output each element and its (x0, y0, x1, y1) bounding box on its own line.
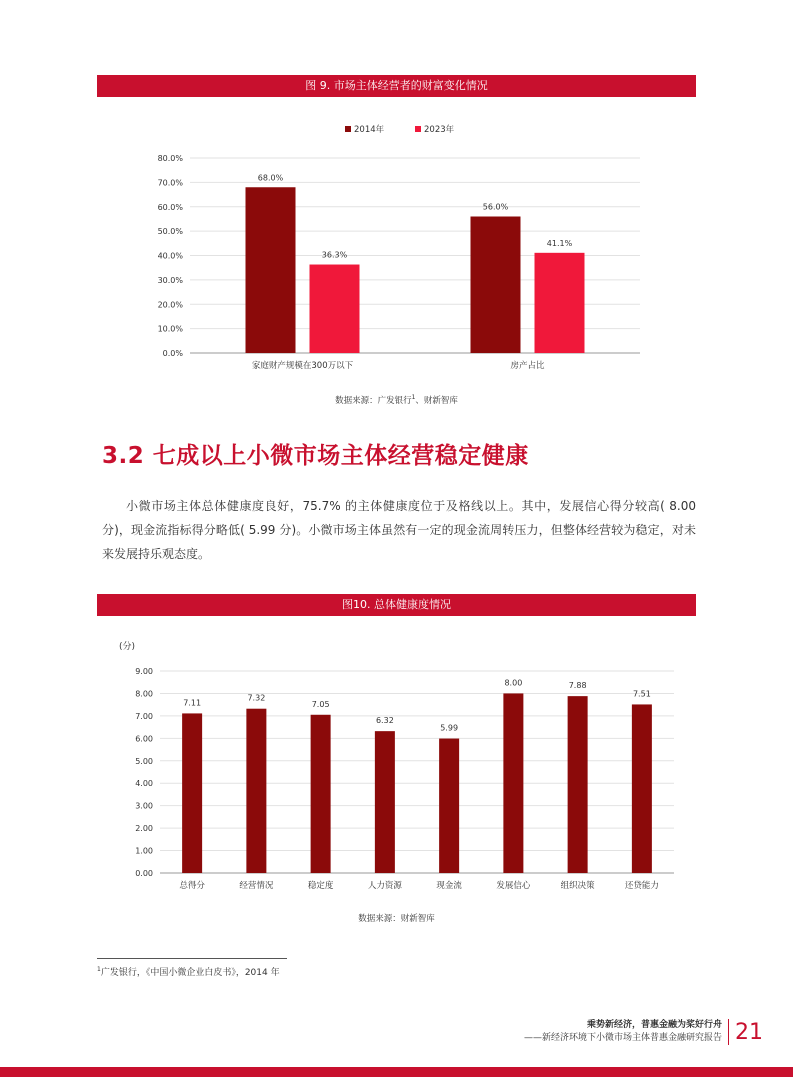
data-label: 7.05 (311, 699, 330, 709)
y-tick-label: 70.0% (157, 178, 183, 188)
y-tick-label: 30.0% (157, 275, 183, 285)
figure9-legend (345, 124, 455, 135)
footnote: $^1$广发银行，《中国小微企业白皮书》，2014 年 (97, 966, 280, 978)
y-tick-label: 20.0% (157, 300, 183, 310)
bar-现金流 (439, 739, 459, 873)
y-tick-label: 7.00 (135, 711, 153, 721)
figure10-y-label: (分) (119, 642, 136, 652)
bar-经营情况 (246, 709, 266, 873)
x-tick-label: 稳定度 (307, 881, 334, 891)
data-label: 7.51 (632, 689, 651, 699)
section-heading: 3.2 七成以上小微市场主体经营稳定健康 (102, 443, 529, 469)
footer-report-title: ——新经济环境下小微市场主体普惠金融研究报告 (523, 1033, 722, 1043)
data-label: 36.3% (321, 250, 348, 260)
y-tick-label: 9.00 (135, 667, 153, 676)
bar-还贷能力 (632, 704, 652, 873)
y-tick-label: 40.0% (157, 251, 183, 261)
data-label: 7.11 (183, 698, 202, 708)
data-label: 56.0% (482, 202, 509, 212)
y-tick-label: 0.00 (135, 869, 153, 878)
figure9-bars (246, 173, 585, 353)
y-tick-label: 1.00 (135, 846, 153, 856)
data-label: 7.32 (247, 693, 266, 703)
figure10-gridlines (160, 671, 674, 873)
y-tick-label: 4.00 (135, 779, 153, 789)
figure9-x-axis (252, 360, 545, 371)
figure9-chart (97, 112, 696, 377)
legend-swatch (415, 126, 421, 132)
figure10-chart (97, 632, 696, 902)
figure9-source: 数据来源：广发银行$^1$、财新智库 (335, 394, 458, 406)
x-tick-label: 还贷能力 (624, 881, 659, 891)
figure9-title: 图 9. 市场主体经营者的财富变化情况 (97, 75, 696, 97)
figure10-source: 数据来源：财新智库 (358, 914, 435, 924)
figure10-y-axis (135, 667, 153, 878)
bar-2023年-房产占比 (535, 253, 585, 353)
legend-label: 2023年 (424, 125, 455, 135)
data-label: 6.32 (375, 716, 394, 726)
y-tick-label: 0.0% (162, 349, 183, 358)
y-tick-label: 60.0% (157, 202, 183, 212)
bar-发展信心 (503, 693, 523, 873)
bottom-strip (0, 1067, 793, 1077)
bar-2014年-房产占比 (471, 217, 521, 354)
section-paragraph: 小微市场主体总体健康度良好，75.7% 的主体健康度位于及格线以上。其中，发展信心得分较高( 8.00 分)，现金流指标得分略低( 5.99 分)。小微市场主体虽然有一定的现金流周转压力，但整体经营较为稳定，对未来发展持乐观态度。 (102, 499, 696, 561)
bar-2014年-家庭财产规模在300万以下 (246, 187, 296, 353)
data-label: 5.99 (440, 723, 459, 733)
bar-人力资源 (375, 731, 395, 873)
figure9-y-axis (158, 154, 184, 358)
x-tick-label: 总得分 (179, 881, 205, 891)
legend-swatch (345, 126, 351, 132)
bar-组织决策 (568, 696, 588, 873)
figure10-bars (182, 678, 652, 873)
x-tick-label: 房产占比 (510, 361, 545, 371)
y-tick-label: 50.0% (157, 227, 183, 237)
y-tick-label: 6.00 (135, 734, 153, 744)
x-tick-label: 现金流 (436, 881, 462, 891)
data-label: 68.0% (257, 173, 284, 183)
y-tick-label: 3.00 (135, 801, 153, 811)
data-label: 41.1% (546, 238, 573, 248)
page-number: 21 (735, 1019, 763, 1045)
footnote-rule (97, 958, 287, 959)
page-footer (524, 1019, 763, 1045)
footer-slogan: 乘势新经济，普惠金融为桨好行舟 (586, 1020, 722, 1030)
data-label: 8.00 (504, 678, 523, 688)
bar-总得分 (182, 713, 202, 873)
bar-2023年-家庭财产规模在300万以下 (310, 265, 360, 353)
x-tick-label: 组织决策 (560, 881, 595, 891)
footer-divider (728, 1019, 729, 1045)
bar-稳定度 (311, 715, 331, 873)
x-tick-label: 经营情况 (239, 881, 274, 891)
data-label: 7.88 (568, 681, 587, 691)
y-tick-label: 10.0% (157, 324, 183, 334)
x-tick-label: 发展信心 (496, 881, 531, 891)
figure10-x-axis (179, 880, 659, 891)
legend-label: 2014年 (354, 125, 385, 135)
y-tick-label: 80.0% (157, 154, 183, 163)
y-tick-label: 2.00 (135, 824, 153, 834)
figure10-title: 图10. 总体健康度情况 (97, 594, 696, 616)
x-tick-label: 人力资源 (367, 881, 402, 891)
y-tick-label: 8.00 (135, 689, 153, 699)
x-tick-label: 家庭财产规模在300万以下 (251, 361, 354, 371)
y-tick-label: 5.00 (135, 756, 153, 766)
